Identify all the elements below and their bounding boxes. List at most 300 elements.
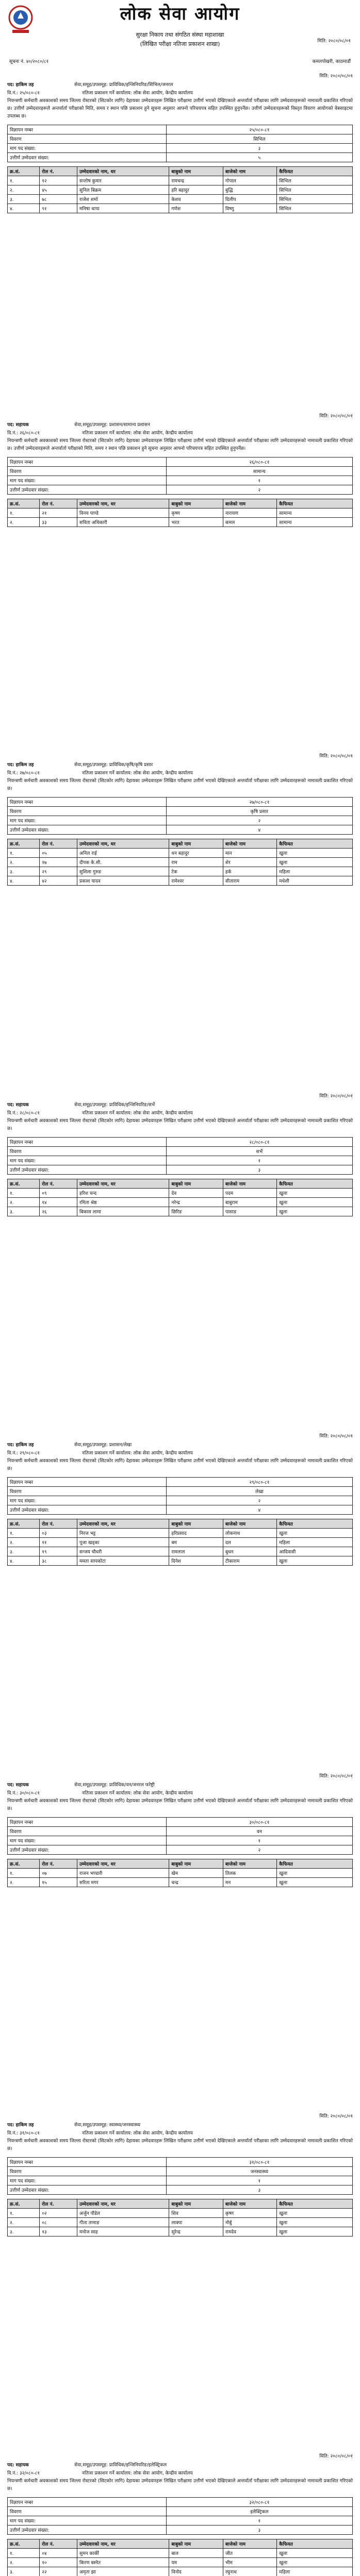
table-row: [8, 204, 353, 213]
result-table: [7, 2539, 353, 2576]
result-table-header: [8, 2199, 353, 2209]
summary-table: [7, 2157, 353, 2195]
result-table-header: [8, 2539, 353, 2549]
summary-value: २६/०८०-८१: [166, 457, 352, 467]
summary-value: ३: [166, 2526, 352, 2535]
table-cell: बुद्धि: [223, 185, 276, 195]
column-header: कैफियत: [277, 2539, 353, 2549]
table-cell: रमिता श्रेष्ठ: [77, 1198, 169, 1207]
section-ad-row: [7, 1789, 353, 1796]
table-cell: सामान्य: [277, 518, 353, 527]
column-header: उम्मेदवारको नाम, थर: [77, 2539, 169, 2549]
summary-row: [8, 2526, 353, 2535]
summary-value: ४: [166, 825, 352, 835]
table-cell: खुला: [277, 1556, 353, 1566]
table-cell: खुला: [277, 2549, 353, 2558]
column-header: क्र.सं.: [8, 499, 40, 509]
summary-key: उत्तीर्ण उम्मेदवार संख्या:: [8, 485, 167, 495]
table-cell: राजन भण्डारी: [77, 1869, 169, 1878]
summary-value: सामान्य: [166, 467, 352, 476]
summary-key: उत्तीर्ण उम्मेदवार संख्या:: [8, 1165, 167, 1175]
column-header: रोल नं.: [40, 1519, 77, 1529]
table-cell: सुमन कार्की: [77, 2549, 169, 2558]
summary-row: [8, 2507, 353, 2516]
result-section: [7, 1432, 353, 1570]
result-office: नतिजा प्रकाशन गर्ने कार्यालय: लोक सेवा आयोग, केन्द्रीय कार्यालय: [82, 1791, 193, 1796]
column-header: क्र.सं.: [8, 839, 40, 849]
section-ad-row: [7, 769, 353, 776]
summary-key: माग पद संख्या:: [8, 2176, 167, 2185]
table-cell: हर्क: [223, 867, 276, 876]
table-cell: बाल: [169, 2549, 223, 2558]
notice-number: सूचना नं. ४०/२०८०/८१: [9, 59, 49, 64]
table-cell: रघुनाथ: [223, 2567, 276, 2576]
table-cell: आदिवासी: [277, 1547, 353, 1556]
post-label: पद: हाकिम तह: [7, 762, 34, 768]
table-cell: खुला: [277, 849, 353, 858]
table-cell: बाबुराम: [223, 1198, 276, 1207]
column-header: क्र.सं.: [8, 1859, 40, 1869]
post-label: पद: सहायक: [7, 1103, 29, 1108]
table-row: [8, 2549, 353, 2558]
summary-value: २: [166, 485, 352, 495]
summary-table: [7, 125, 353, 162]
table-cell: ३३: [40, 518, 77, 527]
table-cell: सुनिल बिक्रम: [77, 185, 169, 195]
table-row: [8, 2558, 353, 2567]
table-cell: सन्जय चौधरी: [77, 1547, 169, 1556]
table-cell: सिभिल: [277, 176, 353, 185]
result-office: नतिजा प्रकाशन गर्ने कार्यालय: लोक सेवा आयोग, केन्द्रीय कार्यालय: [82, 1111, 193, 1116]
page-subtitle: सुरक्षा निकाय तथा संगठित संस्था महाशाखा: [136, 31, 224, 38]
table-cell: १३: [40, 2227, 77, 2236]
table-row: [8, 1189, 353, 1198]
section-ad-row: [7, 2129, 353, 2136]
table-cell: नरेन्द्र: [169, 1198, 223, 1207]
table-cell: २९: [40, 867, 77, 876]
page-subtitle-2: (लिखित परीक्षा नतिजा प्रकाशन शाखा): [140, 41, 220, 47]
column-header: बाजेको नाम: [223, 2539, 276, 2549]
table-row: [8, 509, 353, 518]
summary-value: सिभिल: [166, 134, 352, 144]
column-header: बाजेको नाम: [223, 1519, 276, 1529]
table-cell: खुला: [277, 2218, 353, 2227]
column-header: बाबुको नाम: [169, 1519, 223, 1529]
summary-key: उत्तीर्ण उम्मेदवार संख्या:: [8, 153, 167, 162]
column-header: रोल नं.: [40, 167, 77, 176]
column-header: उम्मेदवारको नाम, थर: [77, 1519, 169, 1529]
summary-key: विवरण: [8, 1827, 167, 1836]
column-header: रोल नं.: [40, 1859, 77, 1869]
section-date: मिति: २०८०/०८/०१: [319, 1774, 353, 1779]
summary-key: विवरण: [8, 467, 167, 476]
table-cell: ४.: [8, 876, 40, 886]
summary-row: [8, 1505, 353, 1515]
table-cell: खुला: [277, 1529, 353, 1538]
post-label: पद: सहायक: [7, 422, 29, 428]
table-cell: भीम: [223, 2558, 276, 2567]
table-row: [8, 867, 353, 876]
section-description: नियन्त्रणी कर्मचारी अवकाशको समय जिल्ला रोस्टरको (सिटकोर लागि) देहायका उम्मेदवारहरू लिखित परीक्षामा उत्तीर्ण भएको देखिएकाले अन्तर्वार्ता परीक्षाका लागि उम्मेदवारहरूको नामावली प्रकाशित गरिएको छ।: [7, 2139, 353, 2151]
result-section: [7, 72, 353, 217]
table-cell: महिला: [277, 867, 353, 876]
table-row: [8, 2567, 353, 2576]
table-row: [8, 1869, 353, 1878]
column-header: कैफियत: [277, 167, 353, 176]
column-header: कैफियत: [277, 499, 353, 509]
summary-row: [8, 1478, 353, 1487]
result-section: [7, 1092, 353, 1221]
table-cell: २.: [8, 2218, 40, 2227]
table-cell: शेर: [223, 858, 276, 867]
summary-row: [8, 2176, 353, 2185]
table-cell: ०८: [40, 2218, 77, 2227]
summary-row: [8, 798, 353, 807]
column-header: क्र.सं.: [8, 2539, 40, 2549]
table-cell: सिभिल: [277, 204, 353, 213]
column-header: बाबुको नाम: [169, 2199, 223, 2209]
table-cell: ३.: [8, 1207, 40, 1216]
table-cell: हरिप्रसाद: [169, 1529, 223, 1538]
table-cell: खुला: [277, 1198, 353, 1207]
table-cell: ४.: [8, 204, 40, 213]
table-cell: सन्तोष कुमार: [77, 176, 169, 185]
table-cell: कमल: [223, 518, 276, 527]
table-cell: खुला: [277, 2227, 353, 2236]
table-cell: हरि बहादुर: [169, 185, 223, 195]
table-cell: नोर्बु: [223, 2218, 276, 2227]
column-header: कैफियत: [277, 839, 353, 849]
summary-key: उत्तीर्ण उम्मेदवार संख्या:: [8, 2185, 167, 2195]
summary-row: [8, 807, 353, 816]
column-header: बाबुको नाम: [169, 167, 223, 176]
ad-number: वि.नं.: २७/०८०-८१: [7, 771, 40, 776]
table-cell: गीता तामाङ: [77, 2218, 169, 2227]
table-cell: दीपक के.सी.: [77, 858, 169, 867]
table-cell: २.: [8, 1538, 40, 1547]
summary-value: ४: [166, 1505, 352, 1515]
column-header: क्र.सं.: [8, 1519, 40, 1529]
table-cell: सिभिल: [277, 185, 353, 195]
result-table: [7, 839, 353, 886]
table-cell: दिलीप: [223, 195, 276, 204]
table-cell: ३.: [8, 2567, 40, 2576]
table-cell: खुला: [277, 2209, 353, 2218]
table-row: [8, 1878, 353, 1887]
section-date: मिति: २०८०/०८/०१: [319, 2114, 353, 2119]
summary-value: ३०/०८०-८१: [166, 1818, 352, 1827]
summary-value: ३१/०८०-८१: [166, 2158, 352, 2167]
table-cell: खुला: [277, 1869, 353, 1878]
table-cell: खुला: [277, 1878, 353, 1887]
summary-value: २: [166, 1496, 352, 1505]
summary-table: [7, 1477, 353, 1515]
table-row: [8, 858, 353, 867]
summary-key: माग पद संख्या:: [8, 476, 167, 485]
column-header: बाबुको नाम: [169, 2539, 223, 2549]
table-cell: १९: [40, 1547, 77, 1556]
table-cell: १०: [40, 2558, 77, 2567]
table-cell: शिव: [169, 2209, 223, 2218]
section-date: मिति: २०८०/०८/०१: [319, 1434, 353, 1439]
summary-key: विज्ञापन नम्बर: [8, 2158, 167, 2167]
summary-value: २९/०८०-८१: [166, 1478, 352, 1487]
post-label: पद: सहायक: [7, 1783, 29, 1788]
summary-value: २: [166, 1845, 352, 1855]
summary-key: विज्ञापन नम्बर: [8, 1138, 167, 1147]
summary-row: [8, 1156, 353, 1165]
table-cell: केशव: [169, 195, 223, 204]
table-cell: राम: [169, 858, 223, 867]
section-ad-row: [7, 2469, 353, 2476]
ad-number: वि.नं.: २९/०८०-८१: [7, 1451, 40, 1456]
table-cell: मनिषा थापा: [77, 204, 169, 213]
notice-date: मिति: २०८०/०८/०१: [317, 39, 351, 44]
table-cell: किरण बस्नेत: [77, 2558, 169, 2567]
table-cell: विनय पाण्डे: [77, 509, 169, 518]
column-header: रोल नं.: [40, 1179, 77, 1189]
result-table-header: [8, 1179, 353, 1189]
service-group: सेवा,समूह/उपसमूह: प्राविधिक/इन्जिनियरिङ/इलेक्ट्रिकल: [74, 2463, 167, 2468]
summary-row: [8, 125, 353, 134]
ad-number: वि.नं.: २५/०८०-८१: [7, 91, 40, 96]
summary-key: विवरण: [8, 1147, 167, 1156]
column-header: क्र.सं.: [8, 1179, 40, 1189]
column-header: उम्मेदवारको नाम, थर: [77, 1859, 169, 1869]
column-header: उम्मेदवारको नाम, थर: [77, 499, 169, 509]
column-header: बाजेको नाम: [223, 1859, 276, 1869]
column-header: बाबुको नाम: [169, 1859, 223, 1869]
summary-key: माग पद संख्या:: [8, 816, 167, 825]
result-section: [7, 1772, 353, 1891]
table-cell: हरिश चन्द: [77, 1189, 169, 1198]
section-ad-row: [7, 429, 353, 436]
section-description: नियन्त्रणी कर्मचारी अवकाशको समय जिल्ला रोस्टरको (सिटकोर लागि) देहायका उम्मेदवारहरू लिखित परीक्षामा उत्तीर्ण भएको देखिएकाले अन्तर्वार्ता परीक्षाका लागि उम्मेदवारहरूको नामावली प्रकाशित गरिएको छ।: [7, 778, 353, 791]
table-cell: राजेश शर्मा: [77, 195, 169, 204]
notice-header: [0, 0, 360, 67]
ad-number: वि.नं.: २८/०८०-८१: [7, 1111, 40, 1116]
result-office: नतिजा प्रकाशन गर्ने कार्यालय: लोक सेवा आयोग, केन्द्रीय कार्यालय: [82, 91, 193, 96]
table-cell: धन बहादुर: [169, 849, 223, 858]
table-cell: १.: [8, 2209, 40, 2218]
summary-value: १: [166, 2516, 352, 2526]
summary-row: [8, 144, 353, 153]
summary-row: [8, 1487, 353, 1496]
summary-key: विवरण: [8, 807, 167, 816]
table-cell: रामलाल: [169, 1547, 223, 1556]
table-cell: ३८: [40, 1556, 77, 1566]
result-table: [7, 166, 353, 213]
table-cell: गणेश: [169, 204, 223, 213]
result-section: [7, 412, 353, 531]
table-cell: अनिल राई: [77, 849, 169, 858]
summary-table: [7, 1137, 353, 1175]
table-cell: तिलक: [223, 1869, 276, 1878]
table-cell: कृष्ण: [169, 509, 223, 518]
summary-value: १: [166, 476, 352, 485]
table-cell: १७: [40, 858, 77, 867]
summary-row: [8, 153, 353, 162]
summary-key: विज्ञापन नम्बर: [8, 1818, 167, 1827]
section-description: नियन्त्रणी कर्मचारी अवकाशको समय जिल्ला रोस्टरको (सिटकोर लागि) देहायका उम्मेदवारहरू लिखित परीक्षामा उत्तीर्ण भएको देखिएकाले अन्तर्वार्ता परीक्षाका लागि उम्मेदवारहरूको नामावली प्रकाशित गरिएको छ।: [7, 1459, 353, 1471]
table-cell: ३.: [8, 2227, 40, 2236]
table-cell: १.: [8, 849, 40, 858]
table-cell: जीत: [223, 2549, 276, 2558]
section-ad-row: [7, 1109, 353, 1116]
result-office: नतिजा प्रकाशन गर्ने कार्यालय: लोक सेवा आयोग, केन्द्रीय कार्यालय: [82, 431, 193, 436]
section-post-row: [7, 1441, 353, 1448]
result-table: [7, 1519, 353, 1566]
summary-key: विज्ञापन नम्बर: [8, 798, 167, 807]
summary-value: सर्भे: [166, 1147, 352, 1156]
table-row: [8, 849, 353, 858]
summary-row: [8, 476, 353, 485]
column-header: बाजेको नाम: [223, 2199, 276, 2209]
section-date: मिति: २०८०/०८/०१: [319, 1094, 353, 1099]
section-post-row: [7, 2121, 353, 2128]
section-description: नियन्त्रणी कर्मचारी अवकाशको समय जिल्ला रोस्टरको (सिटकोर लागि) देहायका उम्मेदवारहरू लिखित परीक्षामा उत्तीर्ण भएको देखिएकाले अन्तर्वार्ता परीक्षाका लागि उम्मेदवारहरूको नामावली प्रकाशित गरिएको छ। उत्तीर्ण उम्मेदवारहरूले अन्तर्वार्ता परीक्षाको मिति, समय र स्थान पछि प्रकाशन हुने सूचना अनुसार आफ्नो परिचयपत्र सहित उपस्थित हुनुपर्नेछ। उत्तीर्ण उम्मेदवारहरूको विस्तृत विवरण आयोगको वेबसाइटमा उपलब्ध छ।: [7, 98, 353, 119]
table-cell: ०३: [40, 1529, 77, 1538]
table-cell: ३.: [8, 867, 40, 876]
post-label: पद: सहायक: [7, 2463, 29, 2468]
section-post-row: [7, 1101, 353, 1108]
table-row: [8, 2218, 353, 2227]
summary-row: [8, 2516, 353, 2526]
table-cell: बुधन: [223, 1547, 276, 1556]
table-row: [8, 2227, 353, 2236]
table-cell: सविता अधिकारी: [77, 518, 169, 527]
table-cell: १.: [8, 509, 40, 518]
summary-key: उत्तीर्ण उम्मेदवार संख्या:: [8, 1845, 167, 1855]
summary-row: [8, 2158, 353, 2167]
column-header: कैफियत: [277, 1519, 353, 1529]
table-row: [8, 2209, 353, 2218]
result-section: [7, 752, 353, 890]
table-cell: खुला: [277, 2558, 353, 2567]
section-date: मिति: २०८०/०८/०१: [319, 2454, 353, 2459]
summary-table: [7, 797, 353, 835]
summary-row: [8, 2185, 353, 2195]
result-office: नतिजा प्रकाशन गर्ने कार्यालय: लोक सेवा आयोग, केन्द्रीय कार्यालय: [82, 1451, 193, 1456]
column-header: कैफियत: [277, 2199, 353, 2209]
ad-number: वि.नं.: ३०/०८०-८१: [7, 1791, 40, 1796]
summary-value: २५/०८०-८१: [166, 125, 352, 134]
summary-value: कृषि प्रसार: [166, 807, 352, 816]
table-cell: ०९: [40, 1189, 77, 1198]
summary-key: उत्तीर्ण उम्मेदवार संख्या:: [8, 825, 167, 835]
summary-value: वन: [166, 1827, 352, 1836]
summary-row: [8, 467, 353, 476]
ad-number: वि.नं.: २६/०८०-८१: [7, 431, 40, 436]
table-cell: ०५: [40, 849, 77, 858]
service-group: सेवा,समूह/उपसमूह: प्रशासन/लेखा: [74, 1443, 132, 1448]
table-cell: दल: [223, 1538, 276, 1547]
table-cell: मनोज साह: [77, 2227, 169, 2236]
table-row: [8, 195, 353, 204]
table-row: [8, 1547, 353, 1556]
table-cell: सरिता मगर: [77, 1878, 169, 1887]
page-title: लोक सेवा आयोग: [120, 4, 240, 24]
table-row: [8, 185, 353, 195]
table-cell: १.: [8, 2549, 40, 2558]
table-cell: छिरिङ: [169, 1207, 223, 1216]
table-cell: ४.: [8, 1556, 40, 1566]
section-post-row: [7, 81, 353, 88]
summary-key: विवरण: [8, 2167, 167, 2176]
summary-value: १: [166, 2176, 352, 2185]
section-ad-row: [7, 1449, 353, 1456]
column-header: उम्मेदवारको नाम, थर: [77, 167, 169, 176]
column-header: क्र.सं.: [8, 2199, 40, 2209]
table-row: [8, 518, 353, 527]
result-table: [7, 1179, 353, 1216]
table-cell: नारायण: [223, 509, 276, 518]
column-header: उम्मेदवारको नाम, थर: [77, 2199, 169, 2209]
table-cell: १.: [8, 1869, 40, 1878]
table-cell: कृष्ण: [223, 2209, 276, 2218]
table-cell: सीताराम: [223, 876, 276, 886]
table-cell: सिभिल: [277, 195, 353, 204]
summary-value: १: [166, 1836, 352, 1845]
table-cell: ०२: [40, 2209, 77, 2218]
table-cell: मधेशी: [277, 876, 353, 886]
table-cell: २.: [8, 1198, 40, 1207]
table-cell: सामान्य: [277, 509, 353, 518]
table-cell: रामेश्वर: [169, 876, 223, 886]
table-cell: बम: [169, 1538, 223, 1547]
section-post-row: [7, 761, 353, 768]
table-cell: रामचन्द्र: [169, 176, 223, 185]
summary-row: [8, 134, 353, 144]
result-table-header: [8, 1519, 353, 1529]
table-cell: बिकास लामा: [77, 1207, 169, 1216]
table-row: [8, 1207, 353, 1216]
result-office: नतिजा प्रकाशन गर्ने कार्यालय: लोक सेवा आयोग, केन्द्रीय कार्यालय: [82, 771, 193, 776]
section-post-row: [7, 421, 353, 428]
result-section: [7, 2452, 353, 2576]
summary-value: जनस्वास्थ्य: [166, 2167, 352, 2176]
table-cell: महिला: [277, 2567, 353, 2576]
summary-row: [8, 1496, 353, 1505]
result-table: [7, 499, 353, 527]
summary-key: विवरण: [8, 1487, 167, 1496]
summary-key: माग पद संख्या:: [8, 144, 167, 153]
table-cell: टेक: [169, 867, 223, 876]
table-row: [8, 1556, 353, 1566]
table-cell: रामदेव: [223, 2227, 276, 2236]
summary-row: [8, 1165, 353, 1175]
summary-key: माग पद संख्या:: [8, 1156, 167, 1165]
summary-key: उत्तीर्ण उम्मेदवार संख्या:: [8, 2526, 167, 2535]
summary-table: [7, 457, 353, 495]
summary-row: [8, 1836, 353, 1845]
result-table-header: [8, 839, 353, 849]
service-group: सेवा,समूह/उपसमूह: स्वास्थ्य/जनस्वास्थ्य: [74, 2123, 141, 2128]
table-cell: २६: [40, 1207, 77, 1216]
column-header: बाजेको नाम: [223, 167, 276, 176]
table-cell: लोकनाथ: [223, 1529, 276, 1538]
table-cell: पदम: [223, 1189, 276, 1198]
section-post-row: [7, 2461, 353, 2468]
table-cell: खुला: [277, 1207, 353, 1216]
table-cell: १.: [8, 1189, 40, 1198]
column-header: उम्मेदवारको नाम, थर: [77, 1179, 169, 1189]
summary-row: [8, 1845, 353, 1855]
summary-key: विवरण: [8, 134, 167, 144]
summary-key: माग पद संख्या:: [8, 1836, 167, 1845]
summary-key: माग पद संख्या:: [8, 2516, 167, 2526]
service-group: सेवा,समूह/उपसमूह: प्राविधिक/इन्जिनियरिङ/सिभिल/जनरल: [74, 82, 173, 88]
